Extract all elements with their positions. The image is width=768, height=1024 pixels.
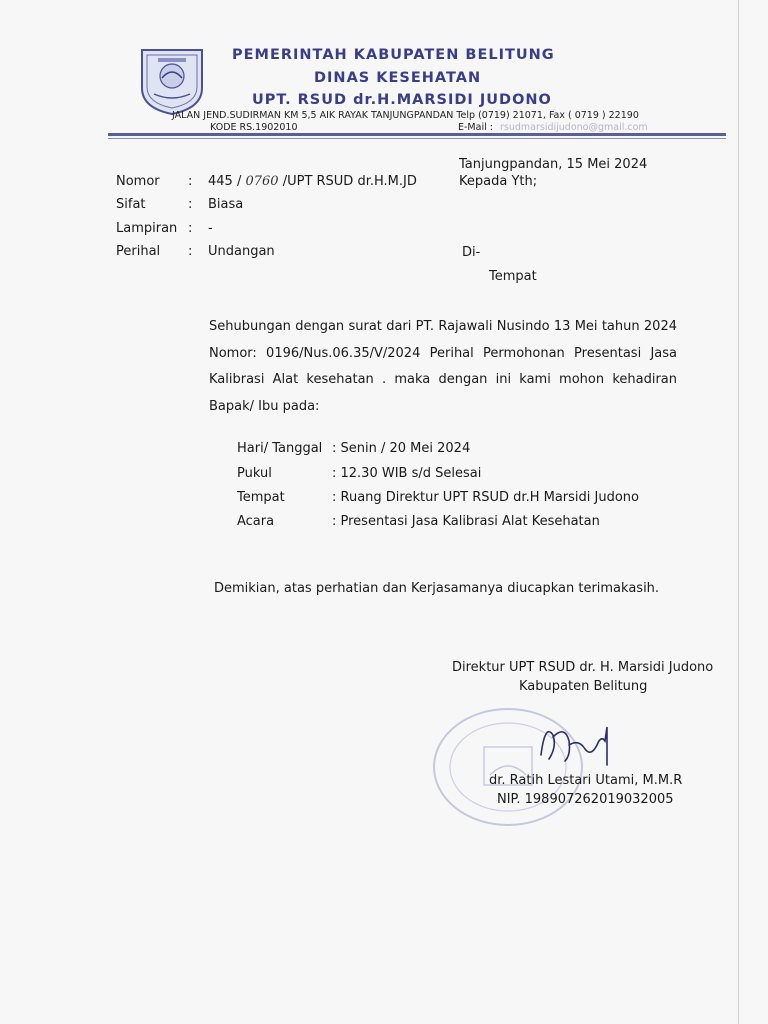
letterhead-email-value: rsudmarsidijudono@gmail.com [500,122,648,133]
signer-nip: NIP. 198907262019032005 [497,792,674,807]
meta-label-perihal: Perihal [116,244,161,259]
signer-regency: Kabupaten Belitung [519,679,648,694]
detail-label-date: Hari/ Tanggal [237,441,323,456]
detail-value-time: : 12.30 WIB s/d Selesai [332,466,482,481]
meta-colon: : [188,221,193,236]
page-edge-shadow [738,0,739,1024]
letterhead-hospital: UPT. RSUD dr.H.MARSIDI JUDONO [252,92,552,108]
meta-value-sifat: Biasa [208,197,244,212]
place-date: Tanjungpandan, 15 Mei 2024 [459,157,648,172]
recipient-place: Tempat [489,269,537,284]
detail-label-time: Pukul [237,466,272,481]
recipient-line: Kepada Yth; [459,174,538,189]
meta-colon: : [188,244,193,259]
letterhead-department: DINAS KESEHATAN [314,70,482,86]
meta-value-perihal: Undangan [208,244,275,259]
body-paragraph: Sehubungan dengan surat dari PT. Rajawali Nusindo 13 Mei tahun 2024 Nomor: 0196/Nus.06.35/V/2024 Perihal Permohonan Presentasi Jasa Kalibrasi Alat kesehatan . maka dengan ini kami mohon kehadiran Bapak/ Ibu pada: [209,319,677,414]
letterhead-code: KODE RS.1902010 [210,122,298,133]
nomor-prefix: 445 / [208,174,242,189]
meta-value-nomor [208,174,417,189]
signer-title: Direktur UPT RSUD dr. H. Marsidi Judono [452,660,714,675]
nomor-suffix: /UPT RSUD dr.H.M.JD [282,174,417,189]
meta-value-lampiran: - [208,221,213,236]
handwritten-signature-icon [535,715,615,775]
signer-name: dr. Ratih Lestari Utami, M.M.R [489,773,683,788]
meta-colon: : [188,174,193,189]
detail-value-date: : Senin / 20 Mei 2024 [332,441,471,456]
recipient-di: Di- [462,245,481,260]
letterhead-address: JALAN JEND.SUDIRMAN KM 5,5 AIK RAYAK TANJUNGPANDAN Telp (0719) 21071, Fax ( 0719 ) 22190 [172,110,639,121]
meta-colon: : [188,197,193,212]
meta-label-nomor: Nomor [116,174,160,189]
letterhead-rule-thin [108,138,726,139]
letterhead-rule [108,133,726,136]
closing-sentence: Demikian, atas perhatian dan Kerjasamanya diucapkan terimakasih. [214,581,660,596]
letterhead-email-label: E-Mail : [458,122,493,133]
detail-label-event: Acara [237,514,275,529]
belitung-regency-crest-icon [138,44,206,116]
nomor-handwritten: 0760 [245,174,279,189]
meta-label-sifat: Sifat [116,197,146,212]
detail-label-place: Tempat [237,490,285,505]
detail-value-place: : Ruang Direktur UPT RSUD dr.H Marsidi Judono [332,490,640,505]
letterhead-government: PEMERINTAH KABUPATEN BELITUNG [232,47,555,63]
detail-value-event: : Presentasi Jasa Kalibrasi Alat Kesehatan [332,514,600,529]
meta-label-lampiran: Lampiran [116,221,178,236]
